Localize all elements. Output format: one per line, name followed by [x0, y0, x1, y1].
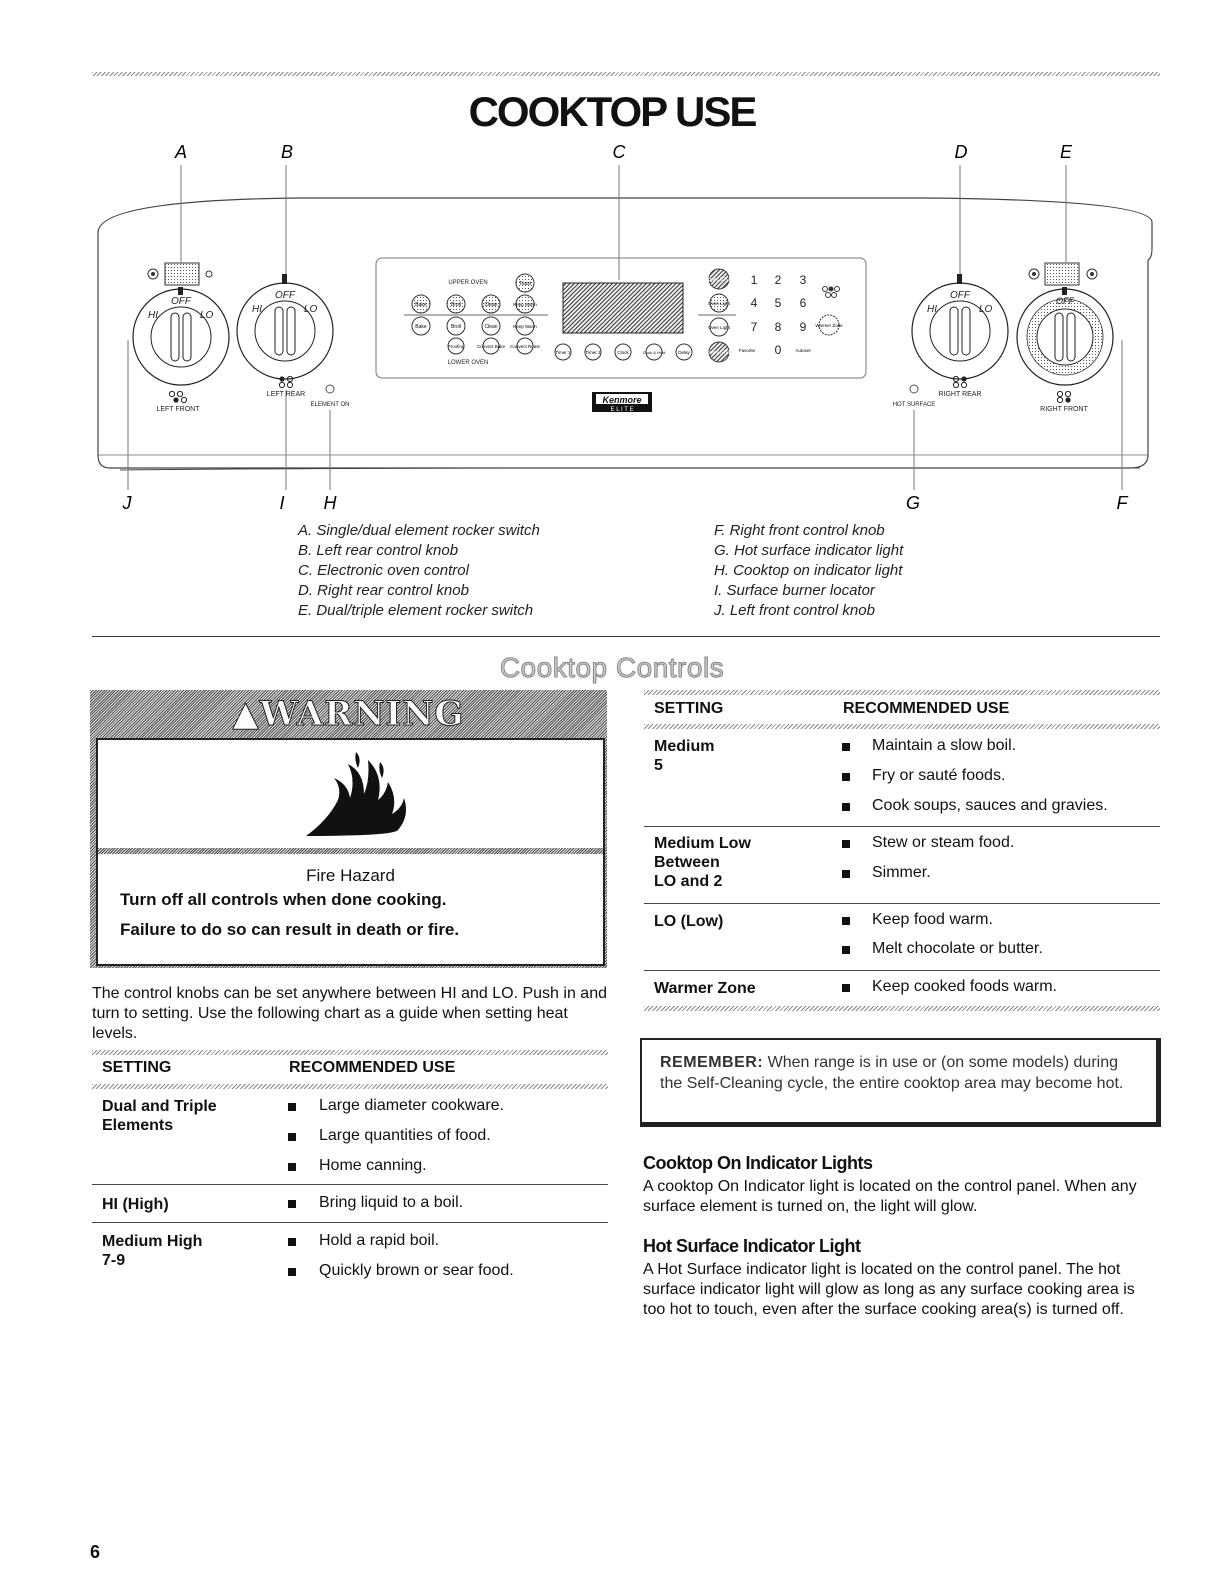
hot-surface-text: A Hot Surface indicator light is located on the control panel. The hot surface indicator light will glow as long as any surface cooking area is too hot to touch, even after the surface cooking area(s) is turned off. — [643, 1261, 1135, 1318]
upper-stop-button — [705, 269, 734, 289]
table-row — [654, 912, 723, 931]
svg-text:OFF: OFF — [950, 290, 970, 301]
proofing-button — [448, 338, 465, 354]
svg-text:OFF: OFF — [1056, 296, 1074, 306]
setting-label: 7-9 — [102, 1252, 126, 1269]
lower-clean-button — [482, 317, 500, 335]
upper-clean-button — [482, 295, 500, 313]
control-panel-diagram — [0, 0, 1224, 520]
page-title: COOKTOP USE — [468, 88, 756, 135]
svg-text:OFF: OFF — [171, 296, 191, 307]
svg-text:Toast: Toast — [519, 281, 531, 287]
bullet-icon — [842, 743, 850, 751]
svg-text:Oven Light: Oven Light — [708, 301, 730, 306]
bullet-icon — [288, 1200, 296, 1208]
section-divider — [92, 636, 1160, 637]
remember-text: When range is in use or (on some models) during the Self-Cleaning cycle, the entire cooktop area may become hot. — [660, 1054, 1124, 1092]
caption-j: J. Left front control knob — [714, 602, 875, 619]
svg-text:HI: HI — [927, 304, 937, 315]
timer-2-button — [585, 344, 601, 360]
svg-text:HOT SURFACE: HOT SURFACE — [892, 402, 936, 408]
svg-text:9: 9 — [799, 320, 807, 334]
svg-text:7: 7 — [750, 320, 758, 334]
use-item: Fry or sauté foods. — [872, 767, 1006, 784]
remember-box — [640, 1038, 1161, 1127]
keypad — [751, 273, 807, 357]
electronic-oven-control — [376, 258, 866, 378]
upper-bake-button — [412, 295, 430, 313]
setting-label: Warmer Zone — [654, 980, 756, 997]
caption-i: I. Surface burner locator — [714, 582, 875, 599]
svg-text:RIGHT FRONT: RIGHT FRONT — [1040, 406, 1088, 413]
caption-b: B. Left rear control knob — [298, 542, 459, 559]
label-b: B — [280, 142, 294, 162]
svg-text:Convect Roast: Convect Roast — [510, 344, 540, 349]
svg-text:Timer 2: Timer 2 — [585, 350, 601, 355]
bullet-icon — [842, 984, 850, 992]
label-d: D — [954, 142, 968, 162]
label-f: F — [1116, 493, 1128, 513]
svg-text:Warmer Zone: Warmer Zone — [815, 323, 843, 328]
right-front-knob — [1017, 287, 1113, 385]
use-item: Cook soups, sauces and gravies. — [872, 797, 1108, 814]
convect-roast-button — [510, 338, 540, 354]
table-header-rule — [644, 724, 1160, 729]
bullet-icon — [842, 773, 850, 781]
svg-text:Lower STOP: Lower STOP — [704, 350, 734, 356]
svg-text:HI: HI — [252, 304, 262, 315]
setting-label: HI (High) — [102, 1196, 169, 1213]
use-item: Large diameter cookware. — [319, 1097, 504, 1114]
use-item: Keep food warm. — [872, 911, 993, 928]
svg-text:Bake: Bake — [415, 324, 427, 330]
svg-text:Broil: Broil — [450, 324, 462, 330]
captions-right — [714, 521, 903, 621]
svg-text:Upper STOP: Upper STOP — [704, 277, 734, 283]
section-title: Cooktop Controls — [499, 652, 725, 683]
use-item: Quickly brown or sear food. — [319, 1262, 514, 1279]
svg-text:Timer 1: Timer 1 — [555, 350, 571, 355]
remember-lead: REMEMBER: — [660, 1054, 764, 1071]
svg-text:Broil: Broil — [450, 302, 462, 308]
cooktop-on-heading: Cooktop On Indicator Lights — [643, 1153, 873, 1173]
setting-label: LO (Low) — [654, 913, 724, 930]
row-divider — [92, 1222, 608, 1223]
right-rear-knob — [912, 274, 1008, 379]
table-row — [102, 1232, 202, 1270]
svg-text:Keep Warm: Keep Warm — [513, 302, 537, 307]
svg-text:0: 0 — [774, 343, 782, 357]
upper-keep-warm-button — [513, 295, 537, 313]
table-row — [654, 737, 714, 775]
label-c: C — [612, 142, 626, 162]
svg-text:Oven Light: Oven Light — [708, 325, 730, 330]
hot-surface-indicator — [893, 385, 936, 408]
use-item: Melt chocolate or butter. — [872, 940, 1043, 957]
use-item: Stew or steam food. — [872, 834, 1015, 851]
bullet-icon — [842, 917, 850, 925]
svg-text:Clean: Clean — [484, 302, 498, 308]
svg-text:LEFT REAR: LEFT REAR — [266, 391, 306, 398]
setting-label: Dual and Triple — [102, 1098, 217, 1115]
row-divider — [92, 1184, 608, 1185]
svg-text:LO: LO — [304, 304, 318, 315]
svg-text:Convect Bake: Convect Bake — [476, 344, 506, 349]
label-g: G — [905, 493, 921, 513]
upper-broil-button — [447, 295, 465, 313]
bullet-icon — [288, 1103, 296, 1111]
row-divider — [644, 826, 1160, 827]
burner-locator-right-rear — [938, 376, 981, 398]
svg-text:Kenmore: Kenmore — [602, 395, 642, 405]
use-item: Large quantities of food. — [319, 1127, 491, 1144]
fire-icon — [298, 750, 418, 840]
svg-text:Proofing: Proofing — [447, 344, 465, 349]
svg-text:4: 4 — [750, 296, 758, 310]
warning-header — [90, 690, 607, 740]
bullet-icon — [288, 1163, 296, 1171]
caption-c: C. Electronic oven control — [298, 562, 469, 579]
warning-separator — [98, 848, 603, 854]
warmer-zone-button — [815, 315, 843, 335]
label-h: H — [323, 493, 337, 513]
burner-locator-left-front — [156, 391, 200, 413]
bullet-icon — [842, 946, 850, 954]
delay-button — [676, 344, 692, 360]
lower-keep-warm-button — [513, 317, 537, 335]
caption-g: G. Hot surface indicator light — [714, 542, 904, 559]
lower-bake-button — [412, 317, 430, 335]
clock-button — [615, 344, 631, 360]
svg-text:2: 2 — [774, 273, 782, 287]
setting-label: Between — [654, 854, 720, 871]
caption-h: H. Cooktop on indicator light — [714, 562, 903, 579]
cook-hold-button — [643, 344, 665, 360]
table-row — [102, 1097, 217, 1135]
autoset-button: Autoset — [795, 348, 811, 353]
use-item: Hold a rapid boil. — [319, 1232, 440, 1249]
column-header-setting: SETTING — [654, 700, 724, 717]
svg-text:5: 5 — [774, 296, 782, 310]
setting-label: Medium Low — [654, 835, 751, 852]
table-row — [654, 834, 751, 891]
table-bottom-rule — [644, 1006, 1160, 1011]
burner-locator-left-rear — [267, 376, 305, 398]
svg-text:8: 8 — [774, 320, 782, 334]
left-rear-knob — [237, 274, 333, 379]
use-item: Maintain a slow boil. — [872, 737, 1017, 754]
hot-surface-heading: Hot Surface Indicator Light — [643, 1236, 861, 1256]
setting-label: Elements — [102, 1117, 174, 1134]
svg-text:LEFT FRONT: LEFT FRONT — [156, 406, 200, 413]
label-e: E — [1059, 142, 1073, 162]
svg-text:Cook & Hold: Cook & Hold — [642, 350, 666, 355]
svg-text:6: 6 — [799, 296, 807, 310]
caption-e: E. Dual/triple element rocker switch — [298, 602, 534, 619]
svg-text:3: 3 — [799, 273, 807, 287]
bullet-icon — [288, 1238, 296, 1246]
row-divider — [644, 903, 1160, 904]
burner-locator-right-front — [1040, 391, 1088, 413]
setting-label: 5 — [654, 757, 663, 774]
label-i: I — [279, 493, 285, 513]
bullet-icon — [288, 1133, 296, 1141]
element-on-indicator — [311, 385, 350, 408]
svg-text:RIGHT REAR: RIGHT REAR — [938, 391, 982, 398]
svg-text:OFF: OFF — [275, 290, 295, 301]
column-header-use: RECOMMENDED USE — [289, 1059, 456, 1076]
use-item: Simmer. — [872, 864, 931, 881]
label-j: J — [122, 493, 132, 513]
bullet-icon — [842, 840, 850, 848]
svg-text:1: 1 — [750, 273, 758, 287]
page-number: 6 — [90, 1542, 101, 1562]
svg-text:LOWER OVEN: LOWER OVEN — [447, 360, 489, 366]
left-rocker-switch — [148, 263, 212, 285]
table-row — [102, 1195, 169, 1214]
column-header-use: RECOMMENDED USE — [843, 700, 1010, 717]
setting-label: Medium — [654, 738, 715, 755]
cooktop-on-text: A cooktop On Indicator light is located on the control panel. When any surface element is turned on, the light will glow. — [643, 1178, 1137, 1215]
warning-label: ▲WARNING — [232, 694, 465, 734]
right-rocker-switch — [1029, 263, 1097, 285]
table-row — [654, 979, 756, 998]
row-divider — [644, 970, 1160, 971]
brand-badge — [592, 392, 652, 413]
svg-text:Clean: Clean — [484, 324, 498, 330]
favorite-button: Favorite — [738, 348, 756, 353]
caption-d: D. Right rear control knob — [298, 582, 469, 599]
left-front-knob — [133, 287, 229, 385]
upper-oven-light-button — [708, 294, 731, 312]
use-item: Home canning. — [319, 1157, 427, 1174]
lower-broil-button — [447, 317, 465, 335]
bullet-icon — [842, 870, 850, 878]
warning-line-1: Turn off all controls when done cooking. — [120, 890, 447, 909]
svg-text:UPPER OVEN: UPPER OVEN — [448, 280, 488, 286]
svg-text:Clock: Clock — [617, 350, 629, 355]
svg-text:Bake: Bake — [415, 302, 427, 308]
svg-text:Keep Warm: Keep Warm — [513, 324, 537, 329]
svg-text:E L I T E: E L I T E — [610, 407, 634, 413]
setting-label: LO and 2 — [654, 873, 723, 890]
caption-f: F. Right front control knob — [714, 522, 885, 539]
column-header-setting: SETTING — [102, 1059, 172, 1076]
warning-line-2: Failure to do so can result in death or fire. — [120, 920, 460, 939]
use-item: Keep cooked foods warm. — [872, 978, 1057, 995]
svg-text:LO: LO — [979, 304, 993, 315]
timer-1-button — [555, 344, 571, 360]
lower-oven-light-button — [708, 318, 731, 336]
captions-left — [298, 521, 540, 621]
label-a: A — [174, 142, 188, 162]
warning-body — [96, 738, 605, 966]
table-header-rule — [92, 1084, 608, 1089]
intro-paragraph: The control knobs can be set anywhere between HI and LO. Push in and turn to setting. Use the following chart as a guide when setting heat levels. — [92, 985, 607, 1042]
button-toast — [516, 274, 534, 292]
lower-stop-button — [705, 342, 734, 362]
warning-triangle-icon: ▲ — [232, 694, 260, 734]
hazard-title: Fire Hazard — [306, 866, 395, 885]
bullet-icon — [288, 1268, 296, 1276]
svg-text:Delay: Delay — [678, 350, 690, 355]
table-top-rule — [644, 690, 1160, 695]
svg-text:LO: LO — [200, 310, 214, 321]
bullet-icon — [842, 803, 850, 811]
table-top-rule — [92, 1050, 608, 1055]
warning-box — [90, 690, 607, 968]
use-item: Bring liquid to a boil. — [319, 1194, 464, 1211]
setting-label: Medium High — [102, 1233, 203, 1250]
svg-text:ELEMENT ON: ELEMENT ON — [310, 402, 350, 408]
caption-a: A. Single/dual element rocker switch — [298, 522, 540, 539]
svg-text:HI: HI — [148, 310, 158, 321]
convect-bake-button — [477, 338, 506, 354]
